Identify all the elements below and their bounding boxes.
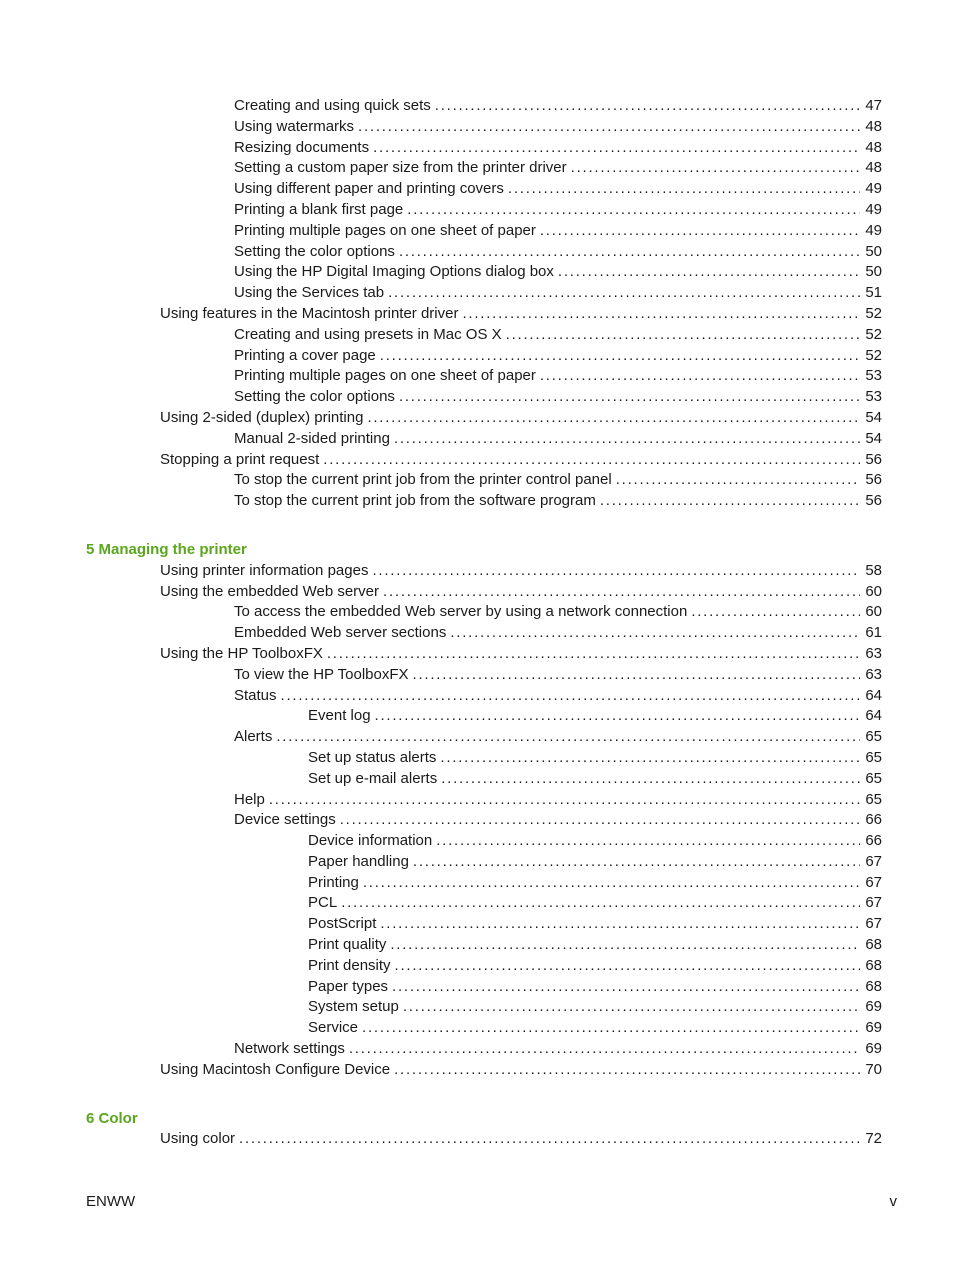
toc-entry[interactable] (0, 706, 954, 727)
toc-entry-title: Printing multiple pages on one sheet of paper (234, 367, 536, 385)
toc-entry-page-number: 68 (865, 956, 882, 974)
dot-leader (435, 96, 860, 117)
toc-entry-page-number: 60 (865, 582, 882, 600)
toc-entry-title: PCL (308, 894, 338, 912)
toc-entry-page-number: 50 (865, 242, 882, 260)
dot-leader (380, 914, 860, 935)
toc-entry-page-number: 56 (865, 471, 882, 489)
dot-leader (362, 1018, 860, 1039)
toc-entry-title: Device settings (234, 811, 336, 829)
toc-entry-title: Set up status alerts (308, 748, 437, 766)
toc-entry-title: Using the HP Digital Imaging Options dialog box (234, 263, 554, 281)
toc-entry-title: Using features in the Macintosh printer driver (160, 304, 459, 322)
toc-entry[interactable] (0, 346, 954, 367)
toc-entry-page-number: 54 (865, 429, 882, 447)
toc-entry[interactable] (0, 561, 954, 582)
toc-entry[interactable] (0, 831, 954, 852)
dot-leader (239, 1129, 860, 1150)
toc-entry[interactable] (0, 387, 954, 408)
toc-entry[interactable] (0, 408, 954, 429)
toc-entry-page-number: 52 (865, 325, 882, 343)
toc-entry[interactable] (0, 283, 954, 304)
dot-leader (540, 366, 860, 387)
toc-entry-page-number: 67 (865, 852, 882, 870)
footer-label: ENWW (86, 1193, 136, 1210)
dot-leader (349, 1039, 860, 1060)
toc-entry-title: Using the HP ToolboxFX (160, 644, 323, 662)
toc-entry-title: Embedded Web server sections (234, 624, 447, 642)
page-footer (86, 1193, 897, 1210)
toc-entry[interactable] (0, 790, 954, 811)
toc-entry-title: To view the HP ToolboxFX (234, 665, 409, 683)
chapter-heading-5[interactable]: 5 Managing the printer (86, 540, 247, 558)
toc-entry-title: To access the embedded Web server by using a network connection (234, 603, 688, 621)
toc-entry-title: Using 2-sided (duplex) printing (160, 408, 364, 426)
toc-entry[interactable] (0, 914, 954, 935)
dot-leader (616, 470, 860, 491)
dot-leader (392, 977, 860, 998)
toc-entry-title: Using the embedded Web server (160, 582, 380, 600)
dot-leader (375, 706, 860, 727)
dot-leader (508, 179, 860, 200)
dot-leader (600, 491, 860, 512)
toc-entry[interactable] (0, 977, 954, 998)
toc-entry[interactable] (0, 810, 954, 831)
toc-entry-title: To stop the current print job from the software program (234, 492, 596, 510)
toc-entry[interactable] (0, 200, 954, 221)
toc-entry[interactable] (0, 935, 954, 956)
toc-entry[interactable] (0, 96, 954, 117)
toc-entry[interactable] (0, 221, 954, 242)
toc-entry-title: Network settings (234, 1040, 345, 1058)
toc-entry[interactable] (0, 429, 954, 450)
toc-entry-page-number: 54 (865, 408, 882, 426)
toc-entry-title: Using color (160, 1130, 236, 1148)
toc-entry-title: Creating and using presets in Mac OS X (234, 325, 502, 343)
toc-entry-title: Print quality (308, 936, 387, 954)
toc-entry-title: Using watermarks (234, 117, 355, 135)
toc-entry-page-number: 65 (865, 790, 882, 808)
toc-entry[interactable] (0, 873, 954, 894)
page-number: v (889, 1193, 897, 1210)
toc-entry-page-number: 49 (865, 200, 882, 218)
toc-entry-page-number: 68 (865, 977, 882, 995)
toc-entry-title: Printing multiple pages on one sheet of paper (234, 221, 536, 239)
dot-leader (436, 831, 860, 852)
toc-entry-title: Paper handling (308, 852, 409, 870)
toc-entry-title: Setting the color options (234, 388, 395, 406)
toc-entry-title: Printing a cover page (234, 346, 376, 364)
toc-entry[interactable] (0, 325, 954, 346)
toc-entry[interactable] (0, 179, 954, 200)
dot-leader (395, 956, 860, 977)
toc-entry[interactable] (0, 1060, 954, 1081)
toc-entry-page-number: 67 (865, 894, 882, 912)
dot-leader (340, 810, 860, 831)
toc-entry[interactable] (0, 893, 954, 914)
dot-leader (407, 200, 860, 221)
toc-entry-page-number: 69 (865, 998, 882, 1016)
dot-leader (358, 117, 860, 138)
toc-entry-page-number: 56 (865, 450, 882, 468)
toc-section-chapter-5 (0, 561, 954, 1081)
dot-leader (388, 283, 860, 304)
toc-entry[interactable] (0, 644, 954, 665)
dot-leader (413, 852, 860, 873)
toc-entry-page-number: 64 (865, 686, 882, 704)
dot-leader (403, 997, 860, 1018)
dot-leader (341, 893, 860, 914)
toc-entry[interactable] (0, 623, 954, 644)
toc-entry[interactable] (0, 138, 954, 159)
toc-entry-page-number: 65 (865, 728, 882, 746)
toc-entry-title: Printing (308, 873, 359, 891)
dot-leader (413, 665, 860, 686)
toc-entry-page-number: 66 (865, 811, 882, 829)
toc-entry[interactable] (0, 1039, 954, 1060)
toc-entry-title: Set up e-mail alerts (308, 769, 438, 787)
toc-entry-page-number: 60 (865, 603, 882, 621)
toc-entry-title: Manual 2-sided printing (234, 429, 390, 447)
toc-entry-title: Device information (308, 832, 433, 850)
toc-entry[interactable] (0, 686, 954, 707)
dot-leader (540, 221, 860, 242)
dot-leader (367, 408, 860, 429)
toc-entry-title: Using printer information pages (160, 561, 369, 579)
dot-leader (276, 727, 860, 748)
toc-entry-page-number: 53 (865, 367, 882, 385)
toc-entry-page-number: 67 (865, 873, 882, 891)
toc-entry-title: PostScript (308, 915, 377, 933)
dot-leader (440, 748, 860, 769)
toc-entry-title: Print density (308, 956, 391, 974)
toc-entry[interactable] (0, 727, 954, 748)
table-of-contents (0, 96, 954, 1150)
toc-entry[interactable] (0, 1018, 954, 1039)
toc-section-chapter-6 (0, 1129, 954, 1150)
toc-entry-page-number: 69 (865, 1019, 882, 1037)
toc-entry[interactable] (0, 366, 954, 387)
toc-entry-page-number: 68 (865, 936, 882, 954)
toc-entry-page-number: 49 (865, 180, 882, 198)
toc-entry[interactable] (0, 158, 954, 179)
dot-leader (373, 138, 860, 159)
toc-entry[interactable] (0, 491, 954, 512)
toc-entry-page-number: 72 (865, 1130, 882, 1148)
dot-leader (394, 1060, 860, 1081)
toc-entry-page-number: 67 (865, 915, 882, 933)
toc-entry-title: Resizing documents (234, 138, 370, 156)
dot-leader (394, 429, 860, 450)
toc-entry-title: Printing a blank first page (234, 200, 404, 218)
toc-entry-title: Using the Services tab (234, 284, 385, 302)
toc-entry[interactable] (0, 1129, 954, 1150)
toc-entry[interactable] (0, 117, 954, 138)
toc-entry-title: Setting a custom paper size from the printer driver (234, 159, 567, 177)
dot-leader (323, 450, 860, 471)
toc-entry[interactable] (0, 304, 954, 325)
toc-entry-title: Service (308, 1019, 359, 1037)
dot-leader (450, 623, 860, 644)
dot-leader (383, 582, 860, 603)
toc-entry-title: To stop the current print job from the printer control panel (234, 471, 612, 489)
toc-entry-title: Help (234, 790, 265, 808)
toc-entry[interactable] (0, 582, 954, 603)
dot-leader (363, 873, 860, 894)
dot-leader (399, 242, 860, 263)
dot-leader (390, 935, 860, 956)
dot-leader (691, 602, 860, 623)
toc-entry-page-number: 70 (865, 1060, 882, 1078)
toc-entry-title: System setup (308, 998, 399, 1016)
toc-entry-page-number: 63 (865, 644, 882, 662)
toc-entry-page-number: 52 (865, 346, 882, 364)
toc-entry-page-number: 65 (865, 748, 882, 766)
toc-entry[interactable] (0, 450, 954, 471)
dot-leader (506, 325, 860, 346)
toc-entry[interactable] (0, 956, 954, 977)
toc-entry-title: Paper types (308, 977, 389, 995)
toc-entry-page-number: 61 (865, 624, 882, 642)
toc-entry[interactable] (0, 748, 954, 769)
toc-entry[interactable] (0, 242, 954, 263)
toc-entry[interactable] (0, 602, 954, 623)
toc-entry[interactable] (0, 262, 954, 283)
toc-entry-title: Creating and using quick sets (234, 97, 431, 114)
toc-entry-page-number: 58 (865, 561, 882, 579)
toc-entry-title: Event log (308, 707, 371, 725)
dot-leader (571, 158, 860, 179)
dot-leader (372, 561, 860, 582)
toc-entry[interactable] (0, 470, 954, 491)
toc-entry-page-number: 63 (865, 665, 882, 683)
toc-entry[interactable] (0, 997, 954, 1018)
toc-section-continued (0, 96, 954, 512)
toc-entry-page-number: 69 (865, 1040, 882, 1058)
toc-entry-page-number: 49 (865, 221, 882, 239)
toc-entry-title: Using different paper and printing covers (234, 180, 504, 198)
toc-entry-page-number: 65 (865, 769, 882, 787)
dot-leader (462, 304, 860, 325)
toc-entry-page-number: 53 (865, 388, 882, 406)
toc-entry-title: Status (234, 686, 277, 704)
toc-entry[interactable] (0, 665, 954, 686)
dot-leader (281, 686, 860, 707)
dot-leader (380, 346, 860, 367)
toc-entry-title: Stopping a print request (160, 450, 320, 468)
toc-entry-title: Using Macintosh Configure Device (160, 1060, 391, 1078)
toc-entry-page-number: 64 (865, 707, 882, 725)
toc-entry-title: Alerts (234, 728, 273, 746)
chapter-heading-6[interactable]: 6 Color (86, 1109, 138, 1127)
toc-entry-page-number: 48 (865, 117, 882, 135)
dot-leader (399, 387, 860, 408)
toc-entry-page-number: 47 (865, 97, 882, 114)
toc-entry-title: Setting the color options (234, 242, 395, 260)
toc-entry-page-number: 48 (865, 138, 882, 156)
toc-entry[interactable] (0, 852, 954, 873)
dot-leader (327, 644, 860, 665)
dot-leader (269, 790, 860, 811)
toc-entry-page-number: 52 (865, 304, 882, 322)
toc-entry-page-number: 56 (865, 492, 882, 510)
dot-leader (441, 769, 860, 790)
toc-entry-page-number: 50 (865, 263, 882, 281)
toc-entry-page-number: 66 (865, 832, 882, 850)
toc-entry-page-number: 51 (865, 284, 882, 302)
toc-entry[interactable] (0, 769, 954, 790)
toc-entry-page-number: 48 (865, 159, 882, 177)
dot-leader (558, 262, 860, 283)
